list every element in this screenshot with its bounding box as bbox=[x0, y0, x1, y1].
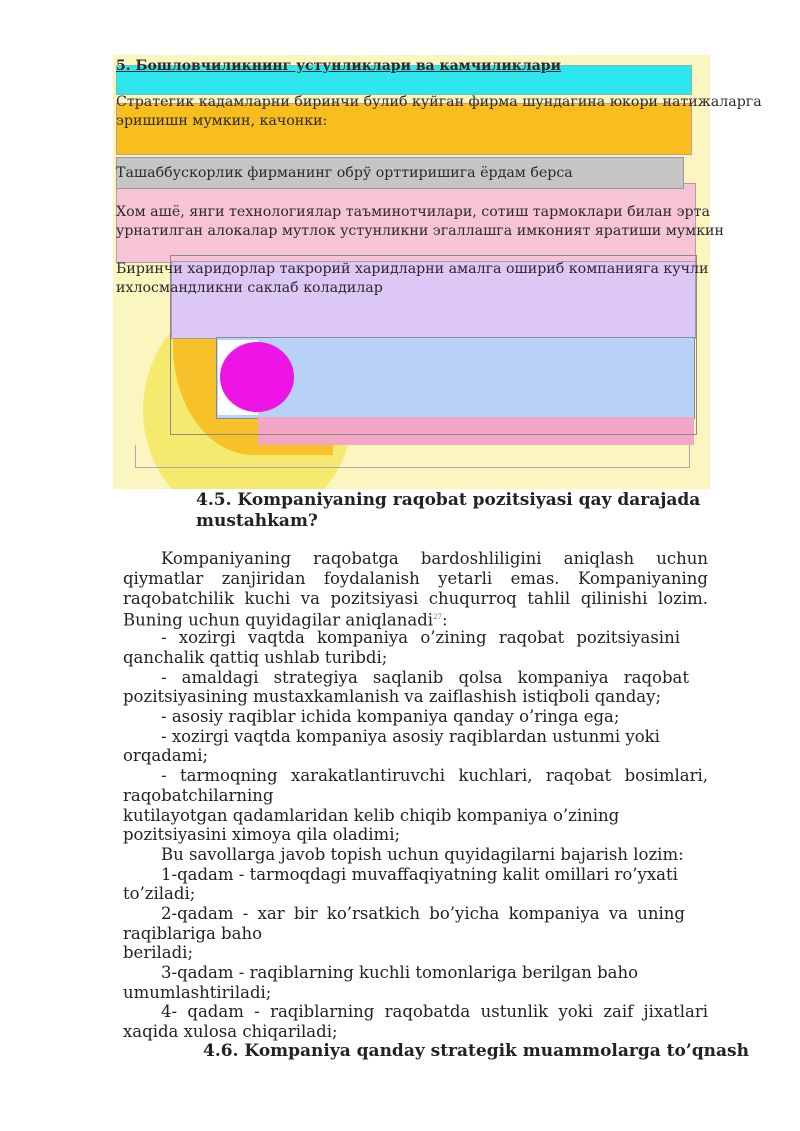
step-item-cont: xaqida xulosa chiqariladi; bbox=[123, 1022, 338, 1041]
bullet-item-cont: kutilayotgan qadamlaridan kelib chiqib kompaniya o’zining bbox=[123, 806, 620, 825]
bullet-item: - xozirgi vaqtda kompaniya asosiy raqiblardan ustunmi yoki bbox=[161, 727, 660, 746]
figure-line: Стратегик кадамларни биринчи булиб куйган фирма шундагина юкори натижаларга bbox=[116, 94, 762, 110]
figure-line: ихлосмандликни саклаб коладилар bbox=[116, 280, 383, 296]
bullet-item: - asosiy raqiblar ichida kompaniya qanday o’ringa ega; bbox=[161, 707, 620, 726]
bullet-item-cont: raqobatchilarning bbox=[123, 786, 274, 805]
step-item-cont: to’ziladi; bbox=[123, 884, 196, 903]
outline-bottom-frame bbox=[135, 445, 690, 468]
bullet-item-cont: orqadami; bbox=[123, 746, 209, 765]
step-item: 3-qadam - raqiblarning kuchli tomonlariga berilgan baho bbox=[161, 963, 639, 982]
step-item-cont: raqiblariga baho bbox=[123, 924, 263, 943]
paragraph-line: Buning uchun quyidagilar aniqlanadi$^{27}$: bbox=[123, 610, 448, 630]
step-item: 4- qadam - raqiblarning raqobatda ustunlik yoki zaif jixatlari bbox=[161, 1002, 708, 1021]
bullet-item-cont: qanchalik qattiq ushlab turibdi; bbox=[123, 648, 388, 667]
figure-line: Ташаббускорлик фирманинг обрў орттиришига ёрдам берса bbox=[116, 165, 573, 181]
figure-line: Хом ашё, янги технологиялар таъминотчилари, сотиш тармоклари билан эрта bbox=[116, 204, 710, 220]
step-item-cont: umumlashtiriladi; bbox=[123, 983, 272, 1002]
bullet-item: - amaldagi strategiya saqlanib qolsa kompaniya raqobat bbox=[161, 668, 689, 687]
step-item-cont: beriladi; bbox=[123, 943, 194, 962]
paragraph-line: qiymatlar zanjiridan foydalanish yetarli emas. Kompaniyaning bbox=[123, 569, 708, 588]
figure-title: 5. Бошловчиликнинг устунликлари ва камчиликлари bbox=[116, 58, 561, 74]
section-heading-cont: mustahkam? bbox=[196, 511, 318, 531]
bullet-item: - tarmoqning xarakatlantiruvchi kuchlari, raqobat bosimlari, bbox=[161, 766, 708, 785]
figure-line: Биринчи харидорлар такрорий харидларни амалга ошириб компанияга кучли bbox=[116, 261, 709, 277]
footnote-marker[interactable]: 27 bbox=[433, 613, 442, 621]
figure-line: эришишн мумкин, качонки: bbox=[116, 113, 328, 129]
figure-line: урнатилган алокалар мутлок устунликни эгаллашга имконият яратиши мумкин bbox=[116, 223, 724, 239]
step-item: 1-qadam - tarmoqdagi muvaffaqiyatning kalit omillari ro’yxati bbox=[161, 865, 678, 884]
bullet-item-cont: pozitsiyasini ximoya qila oladimi; bbox=[123, 825, 401, 844]
bullet-item-cont: pozitsiyasining mustaxkamlanish va zaiflashish istiqboli qanday; bbox=[123, 687, 662, 706]
paragraph-line: raqobatchilik kuchi va pozitsiyasi chuqurroq tahlil qilinishi lozim. bbox=[123, 589, 708, 608]
paragraph-line: Kompaniyaning raqobatga bardoshliligini aniqlash uchun bbox=[161, 549, 708, 568]
steps-intro: Bu savollarga javob topish uchun quyidagilarni bajarish lozim: bbox=[161, 845, 684, 864]
section-heading: 4.6. Kompaniya qanday strategik muammolarga to’qnash bbox=[203, 1041, 749, 1061]
step-item: 2-qadam - xar bir ko’rsatkich bo’yicha kompaniya va uning bbox=[161, 904, 685, 923]
bullet-item: - xozirgi vaqtda kompaniya o’zining raqobat pozitsiyasini bbox=[161, 628, 680, 647]
section-heading: 4.5. Kompaniyaning raqobat pozitsiyasi qay darajada bbox=[196, 490, 701, 510]
